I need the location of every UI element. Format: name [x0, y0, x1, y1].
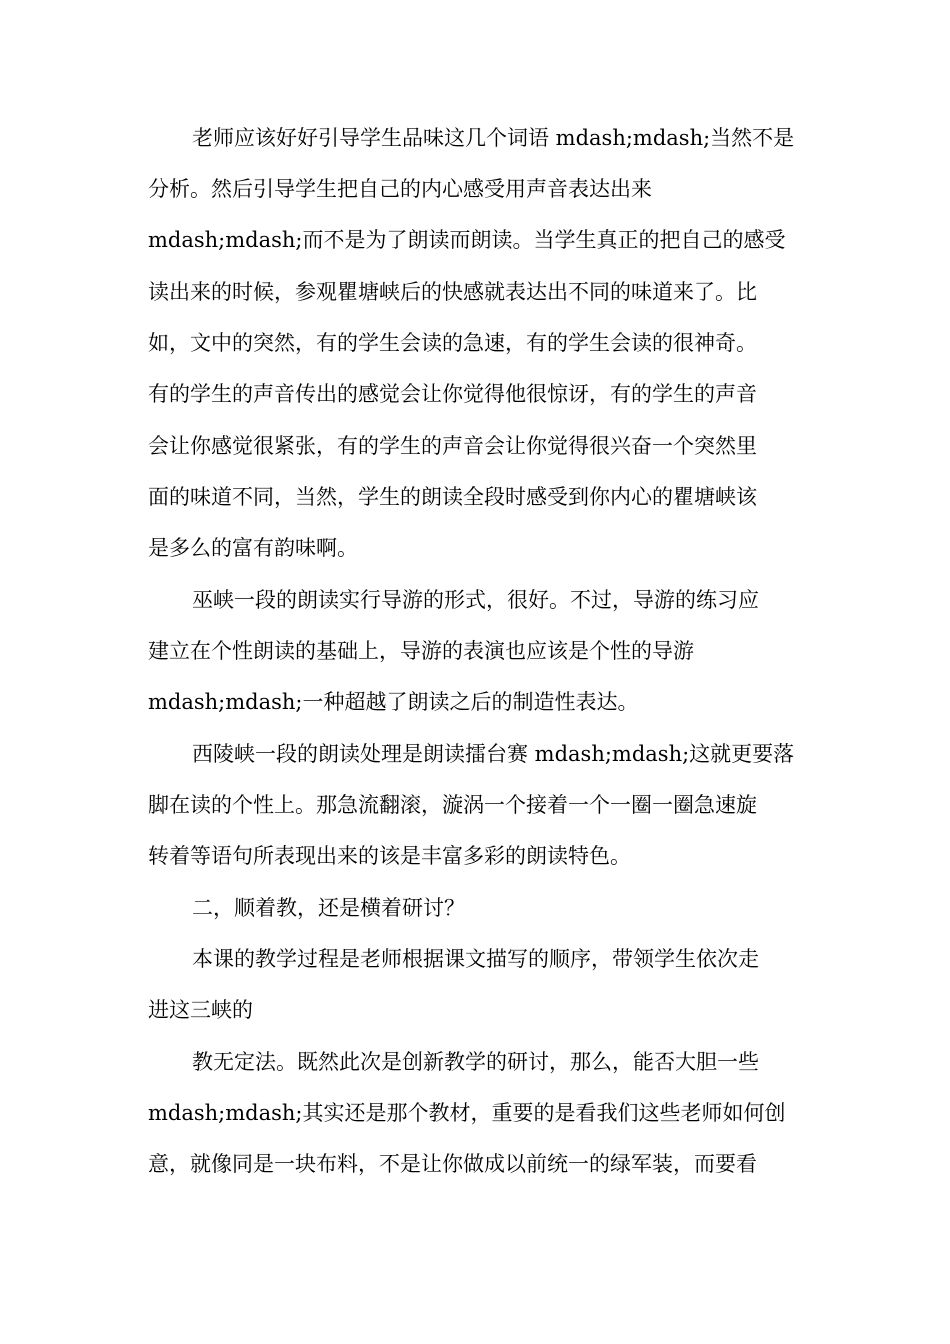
text-line: 会让你感觉很紧张，有的学生的声音会让你觉得很兴奋一个突然里 [148, 434, 757, 458]
text-line: 本课的教学过程是老师根据课文描写的顺序，带领学生依次走 [192, 947, 759, 971]
text-line: 有的学生的声音传出的感觉会让你觉得他很惊讶，有的学生的声音 [148, 382, 757, 406]
text-line: 教无定法。既然此次是创新教学的研讨，那么，能否大胆一些 [192, 1050, 759, 1074]
text-line: 巫峡一段的朗读实行导游的形式，很好。不过，导游的练习应 [192, 588, 759, 612]
text-line: 老师应该好好引导学生品味这几个词语 mdash;mdash;当然不是 [192, 126, 795, 150]
section-heading: 二，顺着教，还是横着研讨？ [192, 896, 465, 920]
text-line: 如，文中的突然，有的学生会读的急速，有的学生会读的很神奇。 [148, 331, 757, 355]
text-line: 读出来的时候，参观瞿塘峡后的快感就表达出不同的味道来了。比 [148, 280, 757, 304]
text-line: 意，就像同是一块布料，不是让你做成以前统一的绿军装，而要看 [148, 1152, 757, 1176]
text-line: mdash;mdash;而不是为了朗读而朗读。当学生真正的把自己的感受 [148, 228, 786, 252]
text-line: mdash;mdash;其实还是那个教材，重要的是看我们这些老师如何创 [148, 1101, 786, 1125]
text-line: mdash;mdash;一种超越了朗读之后的制造性表达。 [148, 690, 639, 714]
text-line: 分析。然后引导学生把自己的内心感受用声音表达出来 [148, 177, 652, 201]
text-line: 是多么的富有韵味啊。 [148, 536, 358, 560]
text-line: 建立在个性朗读的基础上，导游的表演也应该是个性的导游 [148, 639, 694, 663]
text-line: 转着等语句所表现出来的该是丰富多彩的朗读特色。 [148, 844, 631, 868]
text-line: 西陵峡一段的朗读处理是朗读擂台赛 mdash;mdash;这就更要落 [192, 742, 795, 766]
text-line: 面的味道不同，当然，学生的朗读全段时感受到你内心的瞿塘峡该 [148, 485, 757, 509]
text-line: 进这三峡的 [148, 998, 253, 1022]
text-line: 脚在读的个性上。那急流翻滚，漩涡一个接着一个一圈一圈急速旋 [148, 793, 757, 817]
